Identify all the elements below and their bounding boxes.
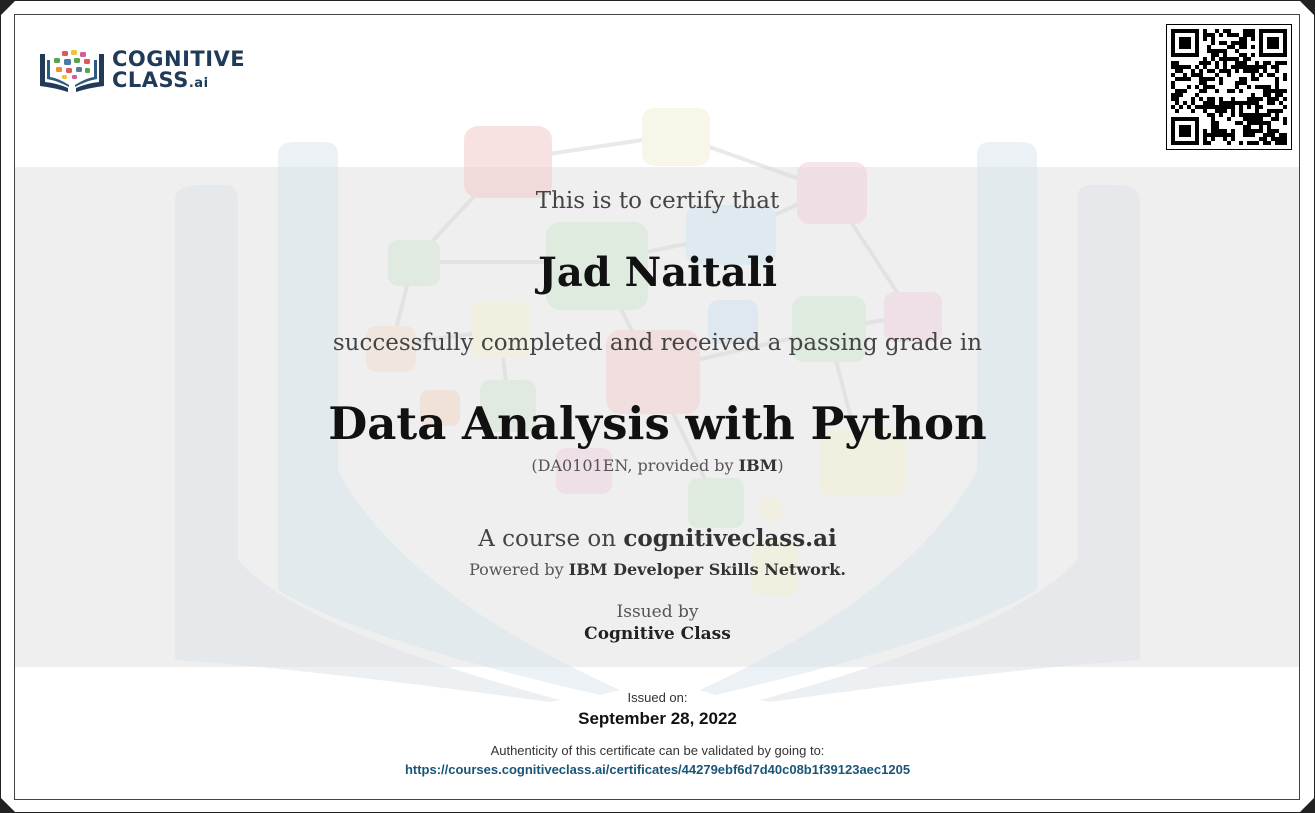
course-info: (DA0101EN, provided by IBM)	[531, 456, 784, 475]
logo-wordmark-line2: CLASS.ai	[112, 67, 209, 92]
open-book-network-icon	[38, 48, 106, 94]
issued-on-date: September 28, 2022	[578, 709, 737, 728]
certify-text: This is to certify that	[535, 188, 780, 214]
powered-by-name: IBM Developer Skills Network.	[568, 560, 846, 579]
cognitive-class-logo	[38, 48, 245, 94]
issuer-name: Cognitive Class	[584, 624, 731, 644]
authenticity-text: Authenticity of this certificate can be validated by going to:	[490, 743, 825, 758]
platform-line: A course on cognitiveclass.ai	[478, 525, 837, 552]
qr-code-icon	[1167, 25, 1291, 149]
completion-text: successfully completed and received a passing grade in	[332, 330, 983, 356]
issued-by-label: Issued by	[616, 602, 699, 622]
qr-code[interactable]	[1166, 24, 1292, 150]
logo-wordmark-line1: COGNITIVE	[112, 46, 246, 71]
powered-by-line: Powered by IBM Developer Skills Network.	[469, 560, 846, 579]
provider-name: IBM	[738, 456, 778, 475]
platform-name: cognitiveclass.ai	[623, 525, 837, 552]
validation-link[interactable]: https://courses.cognitiveclass.ai/certificates/44279ebf6d7d40c08b1f39123aec1205	[404, 762, 911, 777]
recipient-name: Jad Naitali	[537, 249, 778, 296]
issued-on-label: Issued on:	[627, 690, 688, 705]
course-title: Data Analysis with Python	[328, 397, 987, 450]
